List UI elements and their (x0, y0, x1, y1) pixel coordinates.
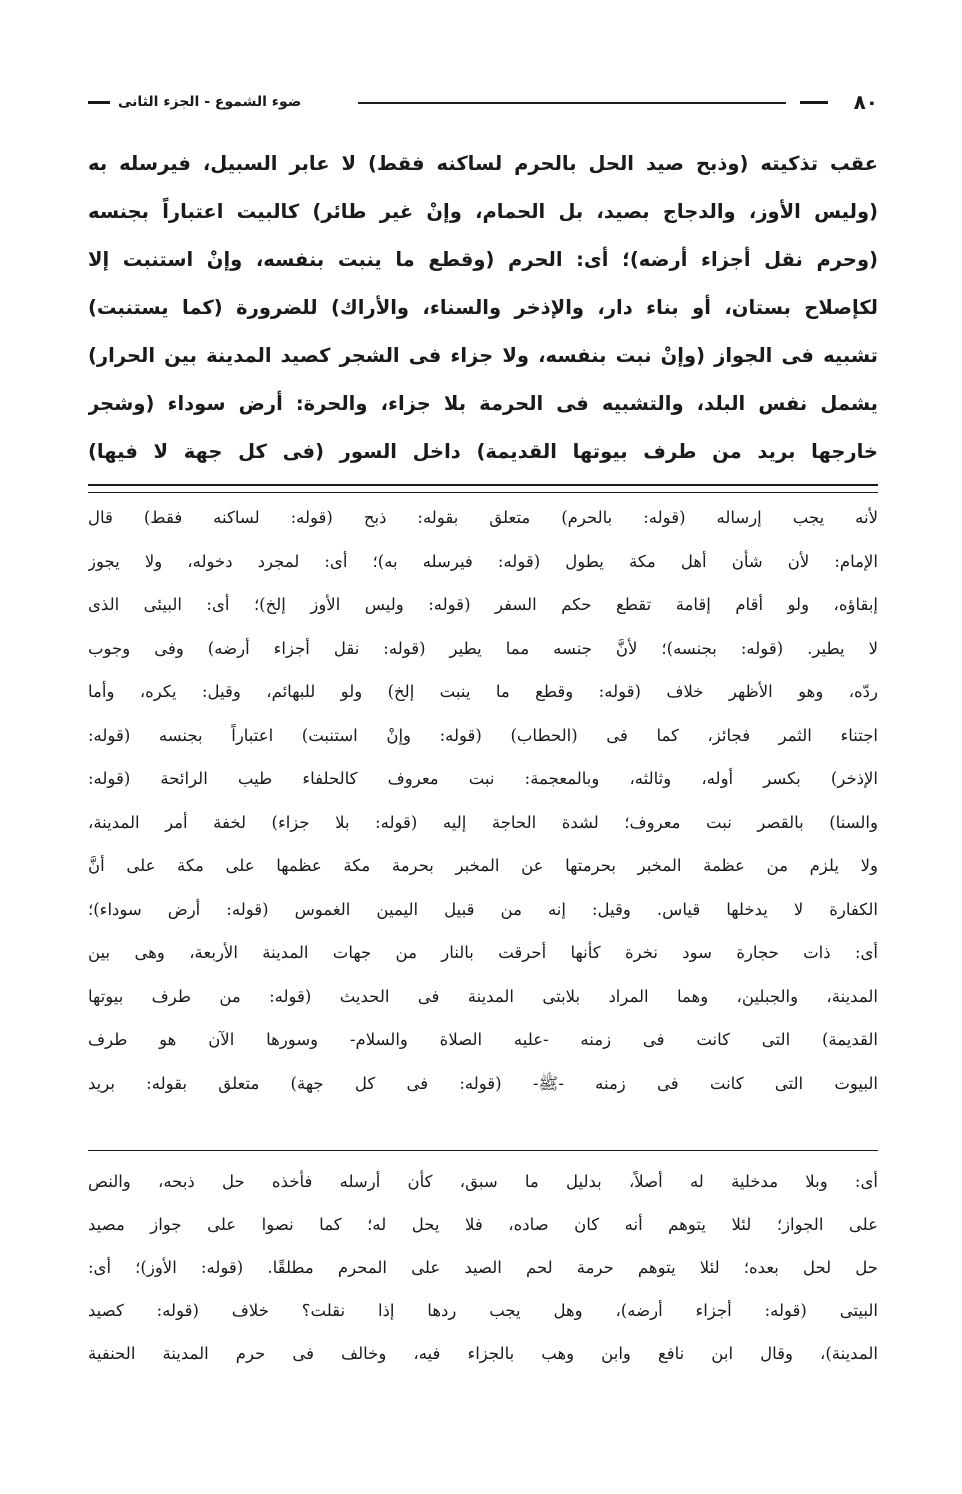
main-text-line: خارجها بريد من طرف بيوتها القديمة) داخل السور (فى كل جهة لا فيها) (88, 440, 878, 463)
header-rule (358, 102, 786, 104)
commentary-line: اجتناء الثمر فجائز، كما فى (الحطاب) (قوله: وإنْ استنبت) اعتباراً بجنسه (قوله: (88, 725, 878, 745)
commentary-line: لا يطير. (قوله: بجنسه)؛ لأنَّ جنسه مما يطير (قوله: نقل أجزاء أرضه) وفى وجوب (88, 638, 878, 658)
main-text-line: تشبيه فى الجواز (وإنْ نبت بنفسه، ولا جزاء فى الشجر كصيد المدينة بين الحرار) (88, 344, 878, 367)
running-header (88, 88, 878, 118)
commentary-line: ولا يلزم من عظمة المخبر بحرمتها عن المخبر بحرمة مكة عظمها على مكة على أنَّ (88, 856, 878, 875)
commentary-line: ردّه، وهو الأظهر خلاف (قوله: وقطع ما ينبت إلخ) ولو للبهائم، وقيل: يكره، وأما (88, 682, 878, 701)
notes-line: المدينة)، وقال ابن نافع وابن وهب بالجزاء فيه، وخالف فى حرم المدينة الحنفية (88, 1344, 878, 1363)
main-commentary-separator (88, 484, 878, 493)
main-text-line: يشمل نفس البلد، والتشبيه فى الحرمة بلا جزاء، والحرة: أرض سوداء (وشجر (88, 392, 878, 415)
page-number: ٨٠ (853, 90, 878, 114)
commentary-line: إبقاؤه، ولو أقام إقامة تقطع حكم السفر (قوله: وليس الأوز إلخ)؛ أى: البيئى الذى (88, 595, 878, 614)
notes-text (88, 1160, 878, 1375)
commentary-line: الكفارة لا يدخلها قياس. وقيل: إنه من قبيل اليمين الغموس (قوله: أرض سوداء)؛ (88, 899, 878, 919)
commentary-line: القديمة) التى كانت فى زمنه -عليه الصلاة والسلام- وسورها الآن هو طرف (88, 1030, 878, 1049)
running-title: ضوء الشموع - الجزء الثانى (118, 94, 302, 110)
header-dash-left (88, 101, 110, 104)
commentary-line: الإذخر) بكسر أوله، وثالثه، وبالمعجمة: نبت معروف كالحلفاء طيب الرائحة (قوله: (88, 769, 878, 788)
main-text-line: (وليس الأوز، والدجاج بصيد، بل الحمام، وإنْ غير طائر) كالبيت اعتباراً بجنسه (88, 200, 878, 223)
notes-line: البيتى (قوله: أجزاء أرضه)، وهل يجب ردها إذا نقلت؟ خلاف (قوله: كصيد (88, 1301, 878, 1320)
notes-line: أى: وبلا مدخلية له أصلاً، بدليل ما سبق، كأن أرسله فأخذه حل ذبحه، والنص (88, 1172, 878, 1191)
commentary-line: لأنه يجب إرساله (قوله: بالحرم) متعلق بقوله: ذبح (قوله: لساكنه فقط) قال (88, 508, 878, 527)
commentary-notes-separator (88, 1150, 878, 1151)
commentary-line: المدينة، والجبلين، وهما المراد بلابتى المدينة فى الحديث (قوله: من طرف بيوتها (88, 986, 878, 1006)
main-text-line: (وحرم نقل أجزاء أرضه)؛ أى: الحرم (وقطع ما ينبت بنفسه، وإنْ استنبت إلا (88, 248, 878, 271)
commentary-text (88, 496, 878, 1105)
commentary-line: البيوت التى كانت فى زمنه -ﷺ- (قوله: فى كل جهة) متعلق بقوله: بريد (88, 1073, 878, 1093)
commentary-line: والسنا) بالقصر نبت معروف؛ لشدة الحاجة إليه (قوله: بلا جزاء) لخفة أمر المدينة، (88, 812, 878, 832)
main-text (88, 140, 878, 476)
main-text-line: لكإصلاح بستان، أو بناء دار، والإذخر والسناء، والأراك) للضرورة (كما يستنبت) (88, 296, 878, 319)
commentary-line: الإمام: لأن شأن أهل مكة يطول (قوله: فيرسله به)؛ أى: لمجرد دخوله، ولا يجوز (88, 551, 878, 571)
commentary-line: أى: ذات حجارة سود نخرة كأنها أحرقت بالنار من جهات المدينة الأربعة، وهى بين (88, 943, 878, 962)
header-dash-right (800, 101, 828, 104)
main-text-line: عقب تذكيته (وذبح صيد الحل بالحرم لساكنه فقط) لا عابر السبيل، فيرسله به (88, 152, 878, 175)
notes-line: على الجواز؛ لئلا يتوهم أنه كان صاده، فلا يحل له؛ كما نصوا على جواز مصيد (88, 1215, 878, 1234)
notes-line: حل لحل بعده؛ لئلا يتوهم حرمة لحم الصيد على المحرم مطلقًا. (قوله: الأوز)؛ أى: (88, 1258, 878, 1277)
